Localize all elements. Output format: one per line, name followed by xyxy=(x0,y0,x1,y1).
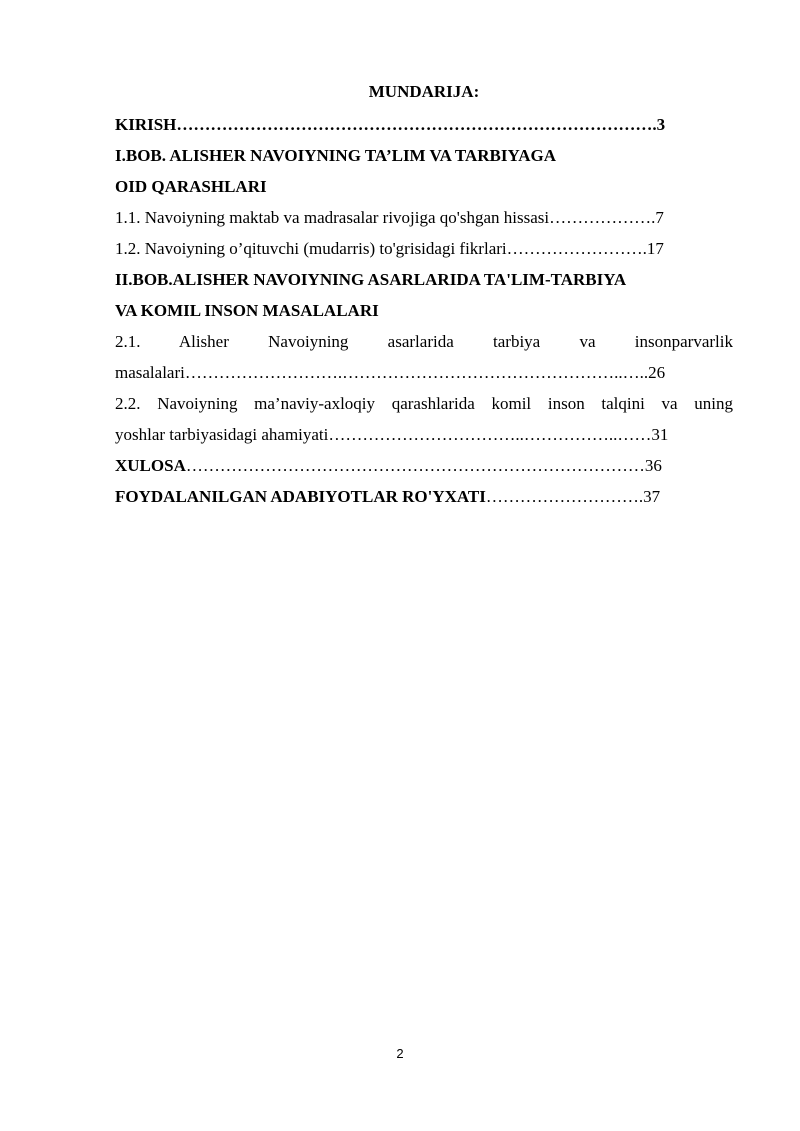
toc-entry-page: 17 xyxy=(646,239,664,258)
toc-entry-text: XULOSA xyxy=(115,456,186,475)
toc-entry-page: 36 xyxy=(644,456,662,475)
toc-chapter-1-title-line-1 xyxy=(115,140,733,171)
page-number: 2 xyxy=(396,1046,404,1061)
toc-entry-2-1-line-2 xyxy=(115,357,733,388)
toc-entry-2-2-line-2 xyxy=(115,419,733,450)
toc-chapter-2-title-line-2 xyxy=(115,295,733,326)
toc-entry-dots: ……………………………..……………..…… xyxy=(328,425,652,444)
toc-entry-text: 2.1. Alisher Navoiyning asarlarida tarbiya va insonparvarlik xyxy=(115,332,733,351)
toc-entry-dots: ………………. xyxy=(549,208,656,227)
toc-entry-text: 2.2. Navoiyning ma’naviy-axloqiy qarashlarida komil inson talqini va uning xyxy=(115,394,733,413)
toc-entry-dots: …………………………………………………………………………. xyxy=(176,115,657,134)
toc-entry-dots: ……………………. xyxy=(506,239,647,258)
toc-entry-dots: ……………………………………………………………………… xyxy=(185,456,645,475)
toc-entry-page: 7 xyxy=(655,208,664,227)
toc-entry-page: 37 xyxy=(643,487,661,506)
table-of-contents xyxy=(115,76,733,512)
toc-entry-text: OID QARASHLARI xyxy=(115,177,267,196)
toc-entry-2-2-line-1 xyxy=(115,388,733,419)
toc-entry-text: VA KOMIL INSON MASALALARI xyxy=(115,301,379,320)
toc-entry-kirish xyxy=(115,109,733,140)
toc-entry-1-2 xyxy=(115,233,733,264)
toc-entry-text: KIRISH xyxy=(115,115,177,134)
toc-entry-page: 26 xyxy=(648,363,666,382)
toc-entry-text: FOYDALANILGAN ADABIYOTLAR RO'YXATI xyxy=(115,487,486,506)
toc-entry-1-1 xyxy=(115,202,733,233)
toc-entry-page: 31 xyxy=(651,425,669,444)
toc-entry-text: yoshlar tarbiyasidagi ahamiyati xyxy=(115,425,329,444)
toc-entry-2-1-line-1 xyxy=(115,326,733,357)
toc-entry-page: 3 xyxy=(656,115,666,134)
toc-chapter-2-title-line-1 xyxy=(115,264,733,295)
toc-chapter-1-title-line-2 xyxy=(115,171,733,202)
toc-entry-dots: ………………………. xyxy=(485,487,644,506)
toc-entry-bibliography xyxy=(115,481,733,512)
toc-heading: MUNDARIJA: xyxy=(368,82,480,101)
toc-entry-text: II.BOB.ALISHER NAVOIYNING ASARLARIDA TA'LIM-TARBIYA xyxy=(115,270,627,289)
toc-entry-text: I.BOB. ALISHER NAVOIYNING TA’LIM VA TARBIYAGA xyxy=(115,146,556,165)
toc-entry-xulosa xyxy=(115,450,733,481)
toc-entry-text: 1.1. Navoiyning maktab va madrasalar rivojiga qo'shgan hissasi xyxy=(115,208,550,227)
toc-entry-text: masalalari xyxy=(115,363,185,382)
toc-entry-text: 1.2. Navoiyning o’qituvchi (mudarris) to'grisidagi fikrlari xyxy=(115,239,507,258)
toc-entry-dots: ……………………….…………………………………………..….. xyxy=(184,363,649,382)
